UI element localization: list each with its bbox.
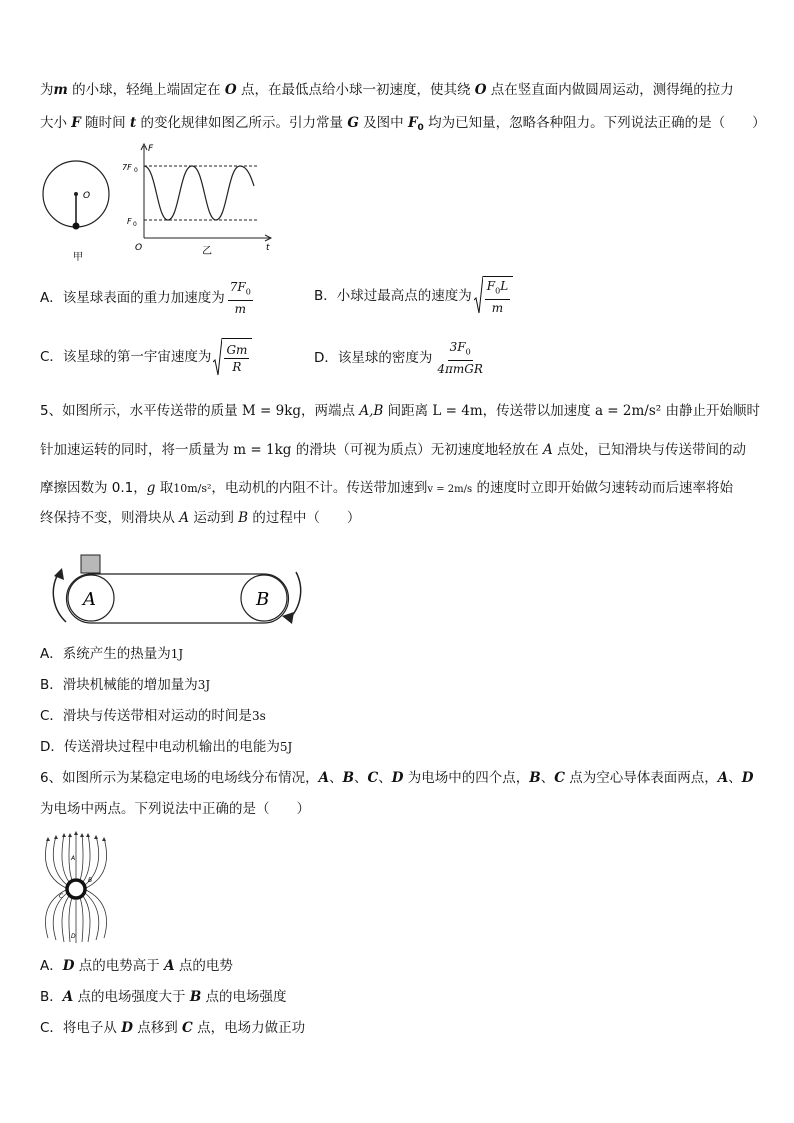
text: ，传送带以加速度 xyxy=(482,403,595,419)
label-f0: F xyxy=(127,217,132,226)
q5-option-c[interactable]: C．滑块与传送带相对运动的时间是3s xyxy=(40,708,266,724)
text: 摩擦因数为 0.1， xyxy=(40,480,147,496)
q5-stem-line2 xyxy=(40,441,746,459)
q4-option-b[interactable] xyxy=(314,276,513,315)
var-o: O xyxy=(474,82,487,98)
text: 的速度时立即开始做匀速转动而后速率将始 xyxy=(472,480,733,496)
text: 的变化规律如图乙所示。引力常量 xyxy=(136,115,348,131)
var-f0: F xyxy=(407,115,418,131)
q5-option-d[interactable]: D．传送滑块过程中电动机输出的电能为5J xyxy=(40,739,293,755)
label-a: A xyxy=(83,589,96,610)
figure-circle-jia xyxy=(40,148,110,266)
q6-option-b[interactable]: B．A 点的电场强度大于 B 点的电场强度 xyxy=(40,989,287,1005)
point-a: A xyxy=(179,510,190,526)
sqrt: $\frac{F_0L}{m}$ xyxy=(474,276,513,315)
q6-stem-line2: 为电场中两点。下列说法中正确的是（ ） xyxy=(40,801,310,817)
axis-label-t: t xyxy=(266,243,270,253)
q6-option-a[interactable]: A．D 点的电势高于 A 点的电势 xyxy=(40,958,233,974)
value-g: 10m/s² xyxy=(173,482,212,495)
option-text: D．该星球的密度为 xyxy=(314,350,433,367)
q4-option-a[interactable] xyxy=(40,280,256,316)
var-m: m xyxy=(53,82,68,98)
q6-stem-line1: 6、如图所示为某稳定电场的电场线分布情况，A、B、C、D 为电场中的四个点，B、C 点为空心导体表面两点，A、D xyxy=(40,770,754,786)
point-a: A xyxy=(543,442,553,458)
subscript: 0 xyxy=(417,123,424,133)
text: 针加速运转的同时，将一质量为 xyxy=(40,442,234,458)
label-7f0-sub: 0 xyxy=(134,167,138,174)
label-7f0: 7F xyxy=(122,163,132,172)
text: 取 xyxy=(155,480,174,496)
text: 点处，已知滑块与传送带间的动 xyxy=(552,442,747,458)
text: ，电动机的内阻不计。传送带加速到 xyxy=(211,480,428,496)
figure-conveyor xyxy=(40,550,315,628)
var-t: t xyxy=(129,115,137,131)
text: 5、如图所示，水平传送带的质量 xyxy=(40,403,242,419)
text: 的小球，轻绳上端固定在 xyxy=(67,82,225,98)
text: 的过程中（ ） xyxy=(248,510,361,526)
option-text: C．该星球的第一宇宙速度为 xyxy=(40,349,212,365)
option-text: B．小球过最高点的速度为 xyxy=(314,287,472,304)
option-text: A．该星球表面的重力加速度为 xyxy=(40,290,225,307)
text: 均为已知量，忽略各种阻力。下列说法正确的是（ ） xyxy=(423,115,766,131)
label-d: D xyxy=(71,933,76,940)
text: 大小 xyxy=(40,115,72,131)
q5-option-b[interactable]: B．滑块机械能的增加量为3J xyxy=(40,677,211,693)
text: 为 xyxy=(40,82,54,98)
q5-stem-line4 xyxy=(40,509,360,527)
text: 点，在最低点给小球一初速度，使其绕 xyxy=(236,82,475,98)
q4-option-d[interactable] xyxy=(314,340,488,376)
origin-label: O xyxy=(135,243,143,253)
label-b: B xyxy=(256,589,270,610)
q5-option-a[interactable]: A．系统产生的热量为1J xyxy=(40,646,184,662)
value-length: L = 4m xyxy=(432,403,483,419)
var-g: g xyxy=(146,480,156,496)
label-a: A xyxy=(71,855,76,862)
value-mass: m = 1kg xyxy=(233,442,292,458)
text: 的滑块（可视为质点）无初速度地轻放在 xyxy=(291,442,543,458)
var-f: F xyxy=(71,115,81,131)
text: 点在竖直面内做圆周运动，测得绳的拉力 xyxy=(486,82,734,98)
q5-stem-line1 xyxy=(40,402,760,420)
points-ab: A,B xyxy=(359,403,384,419)
caption-jia: 甲 xyxy=(73,252,83,263)
text: 及图中 xyxy=(358,115,408,131)
value-mass: M = 9kg xyxy=(241,403,302,419)
label-f0-sub: 0 xyxy=(133,221,137,228)
text: 由静止开始顺时 xyxy=(661,403,760,419)
caption-yi: 乙 xyxy=(202,246,212,257)
q4-option-c[interactable] xyxy=(40,338,252,376)
fraction: $\frac{7F_0}{m}$ xyxy=(229,280,251,317)
q4-stem-line1 xyxy=(40,81,734,99)
q5-stem-line3 xyxy=(40,479,733,499)
label-o: O xyxy=(83,191,91,201)
sqrt: $\frac{Gm}{R}$ xyxy=(213,338,252,376)
point-b: B xyxy=(238,510,249,526)
text: 间距离 xyxy=(383,403,433,419)
label-c: C xyxy=(59,893,64,900)
fraction: $\frac{3F_0}{\text{4πmGR}}$ xyxy=(437,340,483,377)
value-speed: v = 2m/s xyxy=(427,484,473,495)
axis-label-f: F xyxy=(148,144,154,154)
figure-graph-yi xyxy=(118,140,278,260)
var-o: O xyxy=(224,82,237,98)
label-b: B xyxy=(88,877,93,884)
text: ，两端点 xyxy=(301,403,360,419)
q4-stem-line2 xyxy=(40,114,766,134)
var-g: G xyxy=(347,115,359,131)
text: 终保持不变，则滑块从 xyxy=(40,510,180,526)
text: 运动到 xyxy=(189,510,239,526)
q6-option-c[interactable]: C．将电子从 D 点移到 C 点，电场力做正功 xyxy=(40,1020,306,1036)
text: 随时间 xyxy=(80,115,130,131)
value-acceleration: a = 2m/s² xyxy=(594,403,662,419)
figure-electric-field xyxy=(40,830,120,945)
